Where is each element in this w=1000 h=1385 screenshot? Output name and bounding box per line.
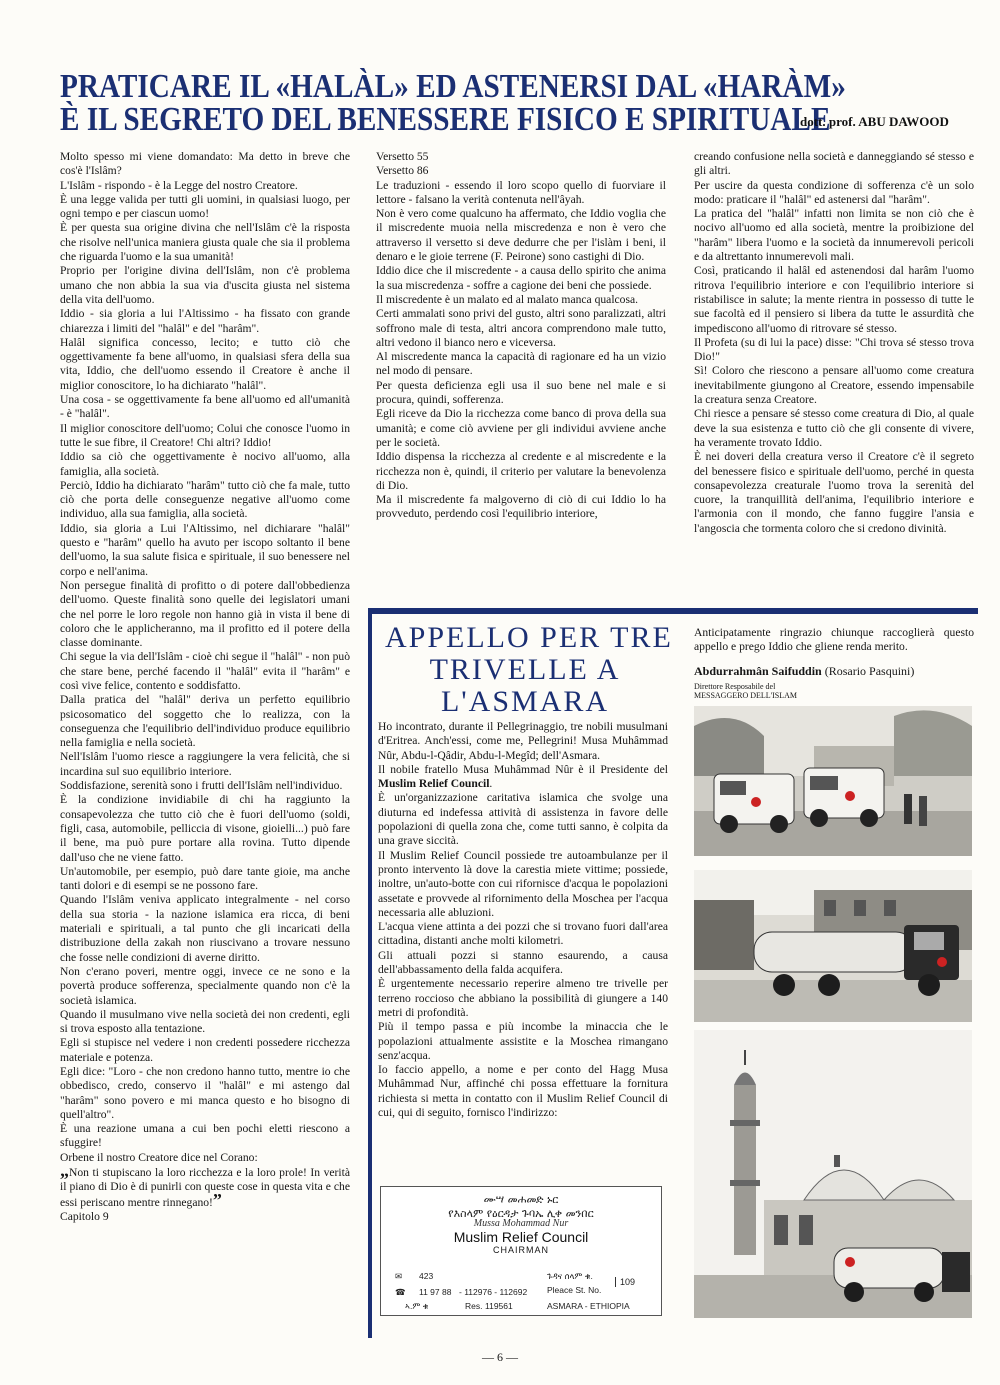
paragraph: Iddio sa ciò che oggettivamente è nocivo all'uomo, alla famiglia, alla società. <box>60 450 350 478</box>
card-city: ASMARA - ETHIOPIA <box>547 1301 630 1311</box>
paragraph-end: . <box>489 777 493 791</box>
paragraph: Iddio - sia gloria a lui l'Altissimo - ha fissato con grande chiarezza i limiti del "halâl" e del "harâm". <box>60 307 350 335</box>
paragraph: Non persegue finalità di profitto o di potere dall'obbedienza dell'uomo. Queste finalità sono quelle dei legislatori umani che nel porre le loro regole non hanno già in vista il bene di coloro che le applicheranno, ma il profitto ed il potere della classe dominante. <box>60 578 350 650</box>
paragraph: È una legge valida per tutti gli uomini, in qualsiasi luogo, per ogni tempo e per ciascun uomo! <box>60 192 350 221</box>
script-name: Mussa Mohammad Nur <box>473 1218 569 1229</box>
paragraph: Perciò, Iddio ha dichiarato "harâm" tutto ciò che fa male, tutto ciò che porta delle conseguenze negative all'uomo come individuo, alla sua famiglia, alla società. <box>60 478 350 521</box>
paragraph: Egli dice: "Loro - che non credono hanno tutto, mentre io che obbedisco, credo, conservo il "halâl" e mi astengo dal "harâm" sono povero e mi manca questo e ho bisogno di quell'altro". <box>60 1065 350 1121</box>
business-card <box>380 1186 662 1316</box>
appeal-title-line-3: L'ASMARA <box>440 685 610 718</box>
paragraph: Gli attuali pozzi si stanno esaurendo, a causa dell'abbassamento della falda acquifera. <box>378 948 668 977</box>
amharic-title: የእስላም የዕርዳታ ጉባኤ ሊቀ መንበር <box>448 1207 594 1220</box>
paragraph: Egli si stupisce nel vedere i non credenti possedere ricchezza materiale e potenza. <box>60 1036 350 1064</box>
paragraph: È un'organizzazione caritativa islamica che svolge una diuturna ed indefessa attività di assistenza in favore delle popolazioni di quella zona che, come tutti sanno, è colpita da una grave siccità. <box>378 791 668 848</box>
place-label: Pleace St. No. <box>547 1285 602 1295</box>
signer-alias: (Rosario Pasquini) <box>821 664 915 678</box>
paragraph: creando confusione nella società e danneggiando sé stesso e gli altri. <box>694 150 974 178</box>
card-org-name: Muslim Relief Council <box>453 1229 589 1245</box>
signer-name: Abdurrahmân Saifuddin <box>694 664 822 678</box>
paragraph: Così, praticando il halâl ed astenendosi dal harâm l'uomo ritrova l'equilibrio interiore e con l'equilibrio interiore si ristabilisce in salute; la mente rientra in possesso di tutte le sue facoltà ed il pensiero si libera da tutte le assurdità che impediscono all'uomo di ritrovare sé stesso. <box>694 264 974 335</box>
paragraph: Halâl significa concesso, lecito; e tutto ciò che oggettivamente fa bene all'uomo, in qualsiasi sfera della sua vita, Iddio, che dell'uomo essendo il Creatore è anche il miglior conoscitore, lo ha dichiarato "halâl". <box>60 335 350 392</box>
paragraph: La pratica del "halâl" infatti non limita se non ciò che è nocivo all'uomo ed alla società, mentre la proibizione del "harâm" libera l'uomo e la società da innumerevoli pericoli e da altrettanto innumerevoli mali. <box>694 207 974 264</box>
article-column-3 <box>694 150 974 536</box>
paragraph: È urgentemente necessario reperire almeno tre trivelle per terreno roccioso che abbiano la possibilità di giungere a 140 metri di profondità. <box>378 977 668 1019</box>
headline-line-2: È IL SEGRETO DEL BENESSERE FISICO E SPIRITUALE <box>60 101 831 138</box>
paragraph: Chi segue la via dell'Islâm - cioè chi segue il "halâl" - non può che stare bene, perché facendo il "halâl" evita il "harâm" e così vive felice, contento e soddisfatto. <box>60 650 350 692</box>
paragraph: Ma il miscredente fa malgoverno di ciò di cui Iddio lo ha provveduto, perdendo così l'equilibrio interiore, <box>376 493 666 521</box>
paragraph: È la condizione invidiabile di chi ha raggiunto la consapevolezza che tutto ciò che è fuori dell'uomo (soldi, figli, casa, automobile, pelliccia di visone, gioielli...) può fare il bene, ma può pure portare alla rovina. Tutto dipende dall'uso che ne viene fatto. <box>60 793 350 864</box>
paragraph: È per questa sua origine divina che nell'Islâm c'è la risposta che risolve nell'unica maniera giusta quale che sia il problema che riguarda l'uomo e la sua umanità! <box>60 221 350 264</box>
paragraph: Iddio dice che il miscredente - a causa dello spirito che anima la sua miscredenza - soffre a cagione dei beni che possiede. <box>376 264 666 292</box>
verse-reference: Versetto 55 <box>376 150 429 163</box>
paragraph: Quando il musulmano vive nella società dei non credenti, egli si trova esposto alla tentazione. <box>60 1007 350 1036</box>
paragraph: Per questa deficienza egli usa il suo bene nel male e si procura, quindi, sofferenza. <box>376 378 666 407</box>
paragraph: Non c'erano poveri, mentre oggi, invece ce ne sono e la povertà produce sofferenza, specialmente quando non c'è la società islamica. <box>60 964 350 1007</box>
res-label: Res. <box>465 1301 483 1311</box>
paragraph: È nei doveri della creatura verso il Creatore c'è il segreto del benessere fisico e spirituale dell'uomo, perché in questa consapevolezza creaturale l'uomo trova la serenità del cuore, la tranquillità dell'anima, l'equilibrio interiore e l'armonia con il mondo, che fanno fuggire l'ansia e l'angoscia che tormenta coloro che si credono divinità. <box>694 450 974 535</box>
koran-quote <box>60 1160 350 1210</box>
headline-line-1: PRATICARE IL «HALÀL» ED ASTENERSI DAL «HARÀM» <box>60 68 846 105</box>
paragraph: Chi riesce a pensare sé stesso come creatura di Dio, al quale deve la sua esistenza e tutto ciò che gli consente di vivere, ha veramente trovato Iddio. <box>694 407 974 449</box>
appeal-title-line-1: APPELLO PER TRE <box>385 621 673 654</box>
appeal-side-rule <box>368 608 372 1338</box>
paragraph: Soddisfazione, serenità sono i frutti dell'Islâm nell'individuo. <box>60 779 343 793</box>
verse-reference: Versetto 86 <box>376 164 429 178</box>
paragraph: Proprio per l'origine divina dell'Islâm, non c'è problema umano che non abbia la sua via d'uscita giusta nel sistema della vita dell'uomo. <box>60 264 350 306</box>
paragraph: Sì! Coloro che riescono a pensare all'uomo come creatura inevitabilmente giungono al Creatore, essendo impensabile la creatura senza Creatore. <box>694 364 974 407</box>
paragraph: Nell'Islâm l'uomo riesce a raggiungere la vera felicità, che si incardina sul suo equilibrio interiore. <box>60 750 350 778</box>
paragraph: Il miscredente è un malato ed al malato manca qualcosa. <box>376 292 639 306</box>
paragraph: L'Islâm - rispondo - è la Legge del nostro Creatore. <box>60 178 298 192</box>
paragraph: Io faccio appello, a nome e per conto del Hagg Musa Muhâmmad Nur, affinché chi possa effettuare la fornitura richiesta si metta in contatto con il Muslim Relief Council di cui, qui di seguito, fornisco l'indirizzo: <box>378 1063 668 1120</box>
paragraph: Un'automobile, per esempio, può dare tante gioie, ma anche tanti dolori e di esempi se ne possono fare. <box>60 864 350 893</box>
pobox-icon: ✉ <box>395 1271 403 1281</box>
paragraph: Il miglior conoscitore dell'uomo; Colui che conosce l'uomo in tutte le sue fibre, il Creatore! Chi altri? Iddio! <box>60 421 350 449</box>
paragraph: Iddio dispensa la ricchezza al credente e al miscredente e la ricchezza non è, quindi, il criterio per valutare la benevolenza di Dio. <box>376 450 666 492</box>
paragraph: Il Muslim Relief Council possiede tre autoambulanze per il pronto intervento là dove la carestia miete vittime; possiede, inoltre, un'auto-botte con cui rifornisce d'acqua le popolazioni assetate e provvede al rifornimento della Moschea per l'acqua necessaria alle abluzioni. <box>378 848 668 919</box>
amharic-name: ሙሣ መሐመድ ኑር <box>483 1193 559 1206</box>
page-number: — 6 — <box>482 1350 518 1364</box>
mosque-image <box>694 1030 972 1318</box>
appeal-body <box>378 720 668 1120</box>
appeal-title-line-2: TRIVELLE A <box>429 653 621 686</box>
paragraph: Egli riceve da Dio la ricchezza come banco di prova della sua umanità; e come ciò avviene per gli individui avviene anche per le società. <box>376 407 666 449</box>
res-number: 119561 <box>485 1301 513 1311</box>
article-column-2 <box>376 150 666 522</box>
paragraph: Ho incontrato, durante il Pellegrinaggio, tre nobili musulmani d'Eritrea. Anch'essi, come me, Pellegrini! Musa Muhâmmad Nûr, Abdu-l-Qâdir, Abdu-l-Megîd; dell'Asmara. <box>378 720 668 762</box>
signer-title-line-2: MESSAGGERO DELL'ISLAM <box>694 691 797 700</box>
water-tanker-photo <box>694 870 972 1022</box>
signer-title <box>694 682 797 700</box>
paragraph: Per uscire da questa condizione di sofferenza c'è un solo modo: praticare il "halâl" ed astenersi dal "harâm". <box>694 178 974 206</box>
quote-text: Non ti stupiscano la loro ricchezza e la loro prole! In verità il piano di Dio è di punirli con queste cose in questa vita e che essi periscano mentre rinnegano! <box>60 1166 350 1209</box>
paragraph: Il Profeta (su di lui la pace) disse: "Chi trova sé stesso trova Dio!" <box>694 335 974 364</box>
phone-office: 11 97 88 <box>419 1287 452 1297</box>
article-headline <box>60 68 846 138</box>
amharic-residence: ኣ.ም ቁ <box>405 1301 429 1311</box>
signer <box>694 664 914 679</box>
chapter-reference: Capitolo 9 <box>60 1209 109 1223</box>
thanks-text: Anticipatamente ringrazio chiunque raccoglierà questo appello e prego Iddio che gliene renda merito. <box>694 626 974 654</box>
paragraph: Quando l'Islâm veniva applicato integralmente - nel corso della sua storia - la nazione islamica era ricca, di beni materiali e spirituali, a tal punto che gli incaricati della distribuzione della zakah non riuscivano a trovare nessuno che fosse nelle condizioni di averne diritto. <box>60 893 350 964</box>
amharic-street: ጉዳና ሰላም ቁ. <box>547 1271 593 1281</box>
appeal-top-rule <box>368 608 978 614</box>
paragraph-text: Il nobile fratello Musa Muhâmmad Nûr è il Presidente del <box>378 762 668 776</box>
paragraph: È una reazione umana a cui ben pochi eletti riescono a sfuggire! <box>60 1122 350 1150</box>
phone-more: - 112976 - 112692 <box>459 1287 528 1297</box>
article-column-1 <box>60 150 350 1224</box>
card-chairman: CHAIRMAN <box>492 1245 549 1255</box>
paragraph: Una cosa - se oggettivamente fa bene all'uomo ed all'umanità - è "halâl". <box>60 393 350 421</box>
author-byline: dott. prof. ABU DAWOOD <box>800 114 949 129</box>
paragraph: Le traduzioni - essendo il loro scopo quello di fuorviare il lettore - falsano la verità contenuta nell'âyah. <box>376 178 666 206</box>
paragraph: Molto spesso mi viene domandato: Ma detto in breve che cos'è l'Islâm? <box>60 150 350 178</box>
org-name: Muslim Relief Council <box>378 777 490 791</box>
open-quote-mark: „ <box>60 1160 69 1181</box>
phone-icon: ☎ <box>395 1287 406 1297</box>
paragraph: Al miscredente manca la capacità di ragionare ed ha un vizio nel modo di pensare. <box>376 350 666 378</box>
paragraph: Certi ammalati sono privi del gusto, altri sono paralizzati, altri soffrono male di testa, altri ancora comprendono male tutto, altri vedono il bianco nero e viceversa. <box>376 307 666 349</box>
paragraph: Orbene il nostro Creatore dice nel Corano: <box>60 1150 258 1164</box>
appeal-title <box>385 621 673 718</box>
paragraph: Non è vero come qualcuno ha affermato, che Iddio voglia che il miscredente muoia nella miscredenza e non è vero che attraverso il versetto si deve dedurre che per l'islàm i beni, il denaro e le gioie terrene (F. Peirone) sono castighi di Dio. <box>376 207 666 264</box>
place-number: 109 <box>615 1277 635 1287</box>
ambulance-image <box>694 706 972 856</box>
close-quote-mark: ” <box>212 1189 222 1210</box>
paragraph: Dalla pratica del "halâl" deriva un perfetto equilibrio psicosomatico del soggetto che lo realizza, con la conseguenza che l'equilibrio dell'individuo produce equilibrio nella famiglia e nella società. <box>60 693 350 750</box>
paragraph: L'acqua viene attinta a dei pozzi che si trovano fuori dall'area cittadina, distanti anche molti kilometri. <box>378 920 668 948</box>
paragraph: Più il tempo passa e più incombe la minaccia che le popolazioni attualmente assistite e la Moschea rimangano senz'acqua. <box>378 1020 668 1062</box>
pobox-number: 423 <box>419 1271 434 1281</box>
paragraph <box>378 763 668 792</box>
ambulance-photo <box>694 706 972 856</box>
paragraph: Iddio, sia gloria a Lui l'Altissimo, nel dichiarare "halâl" questo e "harâm" quello ha avuto per iscopo soltanto il bene dell'uomo, la sua salute fisica e spirituale, il suo benessere nel corpo e nell'anima. <box>60 521 350 578</box>
tanker-image <box>694 870 972 1022</box>
signer-title-line-1: Direttore Resposabile del <box>694 682 776 691</box>
mosque-photo <box>694 1030 972 1318</box>
